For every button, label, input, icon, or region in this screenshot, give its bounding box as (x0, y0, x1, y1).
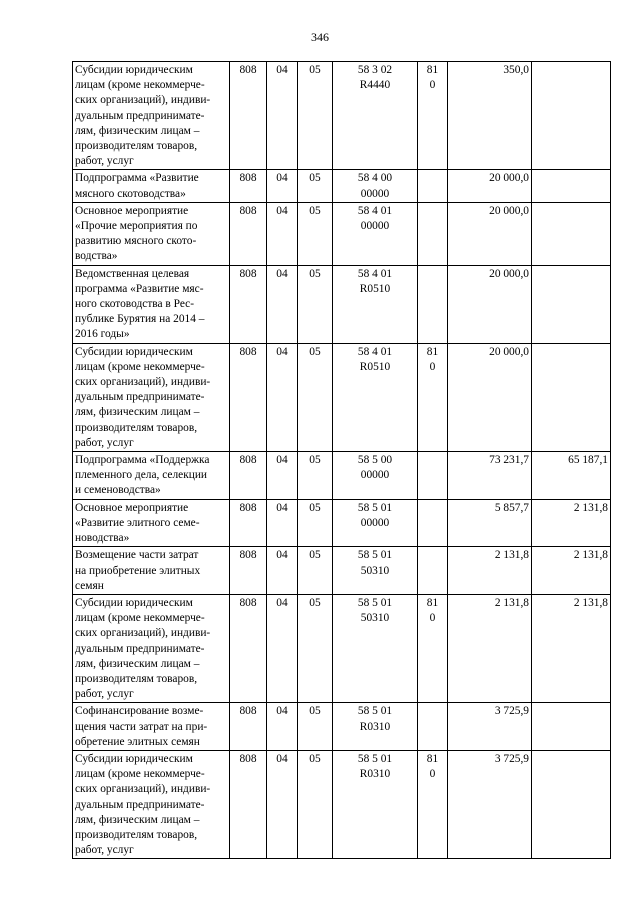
page-number: 346 (311, 30, 329, 44)
amount-second-cell: 2 131,8 (532, 594, 611, 702)
podrazdel-cell: 05 (298, 343, 333, 451)
target-article-cell: 58 5 01 R0310 (333, 703, 418, 751)
amount-second-cell (532, 62, 611, 170)
table-row (73, 750, 611, 858)
vedomstvo-cell: 808 (230, 62, 267, 170)
vedomstvo-cell: 808 (230, 703, 267, 751)
expense-type-cell: 81 0 (418, 62, 448, 170)
amount-second-cell (532, 170, 611, 202)
target-article-cell: 58 4 01 R0510 (333, 343, 418, 451)
target-article-cell: 58 5 00 00000 (333, 452, 418, 500)
target-article-cell: 58 5 01 00000 (333, 499, 418, 547)
podrazdel-cell: 05 (298, 547, 333, 595)
amount-cell: 2 131,8 (448, 547, 532, 595)
razdel-cell: 04 (267, 343, 298, 451)
expense-type-cell (418, 452, 448, 500)
razdel-cell: 04 (267, 62, 298, 170)
expense-type-cell (418, 170, 448, 202)
vedomstvo-cell: 808 (230, 594, 267, 702)
podrazdel-cell: 05 (298, 750, 333, 858)
amount-cell: 20 000,0 (448, 202, 532, 265)
expense-type-cell (418, 703, 448, 751)
amount-second-cell (532, 265, 611, 343)
table-row (73, 62, 611, 170)
target-article-cell: 58 5 01 50310 (333, 547, 418, 595)
table-row (73, 594, 611, 702)
expense-type-cell (418, 499, 448, 547)
razdel-cell: 04 (267, 547, 298, 595)
row-name-cell: Основное мероприятие «Прочие мероприятия по развитию мясного ското- водства» (73, 202, 230, 265)
amount-cell: 3 725,9 (448, 703, 532, 751)
amount-second-cell: 2 131,8 (532, 547, 611, 595)
amount-cell: 73 231,7 (448, 452, 532, 500)
amount-second-cell: 2 131,8 (532, 499, 611, 547)
table-row (73, 547, 611, 595)
budget-table (72, 61, 611, 859)
target-article-cell: 58 5 01 50310 (333, 594, 418, 702)
amount-cell: 20 000,0 (448, 170, 532, 202)
expense-type-cell (418, 202, 448, 265)
target-article-cell: 58 5 01 R0310 (333, 750, 418, 858)
expense-type-cell: 81 0 (418, 343, 448, 451)
podrazdel-cell: 05 (298, 170, 333, 202)
table-row (73, 343, 611, 451)
vedomstvo-cell: 808 (230, 547, 267, 595)
amount-cell: 20 000,0 (448, 265, 532, 343)
podrazdel-cell: 05 (298, 594, 333, 702)
row-name-cell: Субсидии юридическим лицам (кроме некоммерче- ских организаций), индиви- дуальным предпринимате- лям, физическим лицам – производителям товаров, работ, услуг (73, 594, 230, 702)
vedomstvo-cell: 808 (230, 499, 267, 547)
table-row (73, 703, 611, 751)
vedomstvo-cell: 808 (230, 265, 267, 343)
razdel-cell: 04 (267, 170, 298, 202)
podrazdel-cell: 05 (298, 499, 333, 547)
podrazdel-cell: 05 (298, 452, 333, 500)
vedomstvo-cell: 808 (230, 202, 267, 265)
razdel-cell: 04 (267, 202, 298, 265)
razdel-cell: 04 (267, 594, 298, 702)
podrazdel-cell: 05 (298, 703, 333, 751)
row-name-cell: Субсидии юридическим лицам (кроме некоммерче- ских организаций), индиви- дуальным предпринимате- лям, физическим лицам – производителям товаров, работ, услуг (73, 343, 230, 451)
row-name-cell: Субсидии юридическим лицам (кроме некоммерче- ских организаций), индиви- дуальным предпринимате- лям, физическим лицам – производителям товаров, работ, услуг (73, 750, 230, 858)
podrazdel-cell: 05 (298, 62, 333, 170)
row-name-cell: Ведомственная целевая программа «Развитие мяс- ного скотоводства в Рес- публике Бурятия на 2014 – 2016 годы» (73, 265, 230, 343)
table-row (73, 202, 611, 265)
expense-type-cell (418, 265, 448, 343)
vedomstvo-cell: 808 (230, 452, 267, 500)
row-name-cell: Основное мероприятие «Развитие элитного семе- новодства» (73, 499, 230, 547)
target-article-cell: 58 4 01 R0510 (333, 265, 418, 343)
row-name-cell: Подпрограмма «Поддержка племенного дела, селекции и семеноводства» (73, 452, 230, 500)
amount-second-cell (532, 703, 611, 751)
target-article-cell: 58 3 02 R4440 (333, 62, 418, 170)
amount-second-cell (532, 750, 611, 858)
row-name-cell: Подпрограмма «Развитие мясного скотоводства» (73, 170, 230, 202)
amount-cell: 3 725,9 (448, 750, 532, 858)
razdel-cell: 04 (267, 499, 298, 547)
expense-type-cell: 81 0 (418, 750, 448, 858)
amount-second-cell (532, 343, 611, 451)
table-row (73, 170, 611, 202)
row-name-cell: Субсидии юридическим лицам (кроме некоммерче- ских организаций), индиви- дуальным предпринимате- лям, физическим лицам – производителям товаров, работ, услуг (73, 62, 230, 170)
amount-second-cell (532, 202, 611, 265)
amount-cell: 5 857,7 (448, 499, 532, 547)
table-row (73, 265, 611, 343)
target-article-cell: 58 4 01 00000 (333, 202, 418, 265)
expense-type-cell (418, 547, 448, 595)
target-article-cell: 58 4 00 00000 (333, 170, 418, 202)
razdel-cell: 04 (267, 750, 298, 858)
amount-cell: 2 131,8 (448, 594, 532, 702)
vedomstvo-cell: 808 (230, 343, 267, 451)
expense-type-cell: 81 0 (418, 594, 448, 702)
podrazdel-cell: 05 (298, 265, 333, 343)
razdel-cell: 04 (267, 452, 298, 500)
table-body (73, 62, 611, 859)
row-name-cell: Возмещение части затрат на приобретение элитных семян (73, 547, 230, 595)
table-row (73, 499, 611, 547)
row-name-cell: Софинансирование возме- щения части затрат на при- обретение элитных семян (73, 703, 230, 751)
razdel-cell: 04 (267, 703, 298, 751)
razdel-cell: 04 (267, 265, 298, 343)
podrazdel-cell: 05 (298, 202, 333, 265)
table-row (73, 452, 611, 500)
vedomstvo-cell: 808 (230, 170, 267, 202)
amount-cell: 350,0 (448, 62, 532, 170)
amount-second-cell: 65 187,1 (532, 452, 611, 500)
amount-cell: 20 000,0 (448, 343, 532, 451)
vedomstvo-cell: 808 (230, 750, 267, 858)
